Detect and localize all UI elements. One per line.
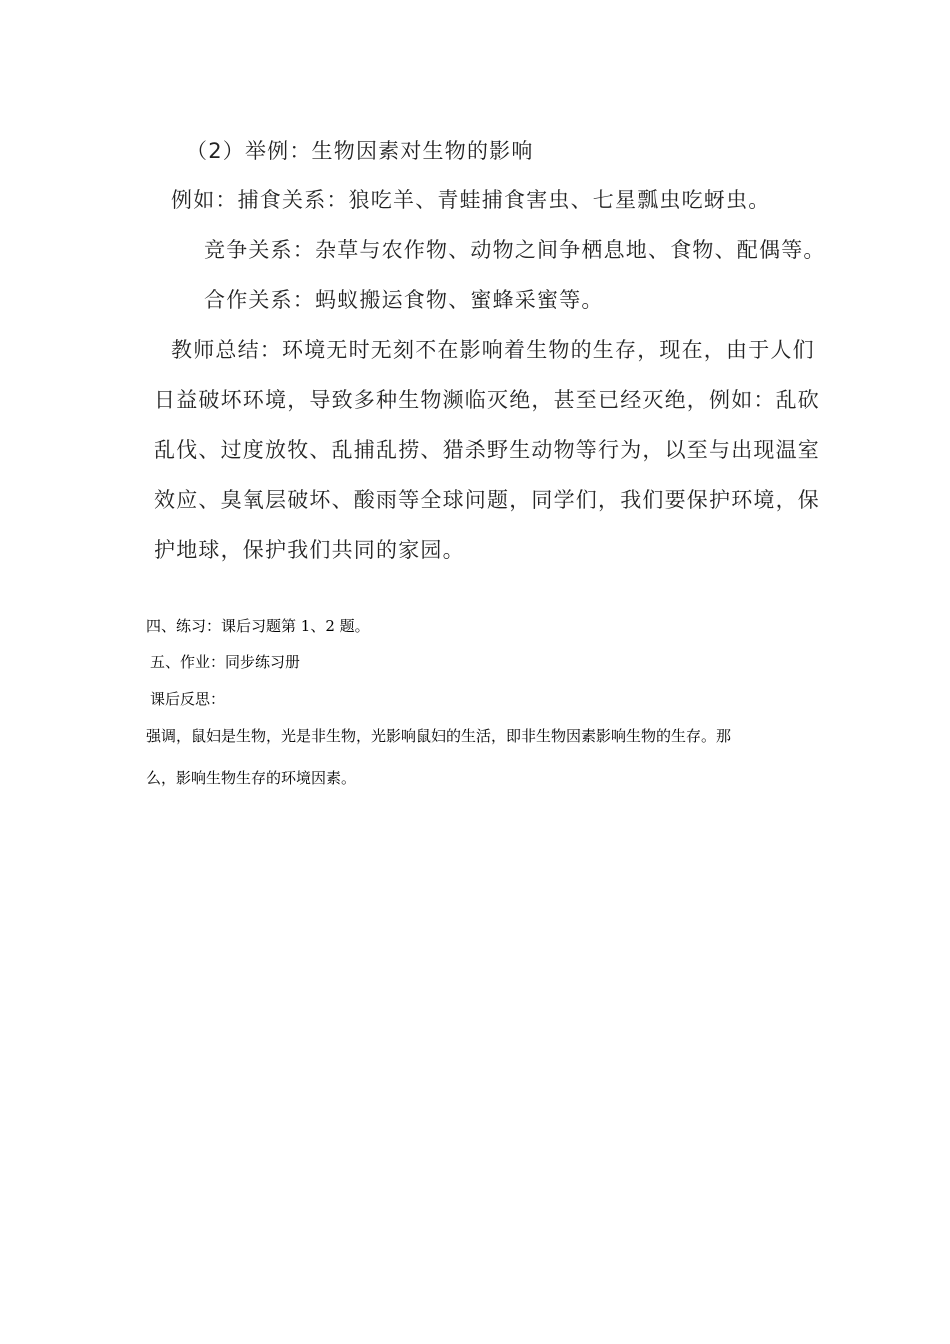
example-heading: （2）举例：生物因素对生物的影响	[186, 139, 534, 163]
summary-line-2: 日益破坏环境，导致多种生物濒临灭绝，甚至已经灭绝，例如：乱砍	[154, 388, 820, 412]
summary-line-1: 教师总结：环境无时无刻不在影响着生物的生存，现在，由于人们	[171, 338, 815, 362]
homework-line: 五、作业：同步练习册	[150, 653, 301, 671]
cooperation-line: 合作关系：蚂蚁搬运食物、蜜蜂采蜜等。	[204, 288, 604, 312]
reflection-heading: 课后反思：	[150, 690, 226, 708]
reflection-line-1: 强调，鼠妇是生物，光是非生物，光影响鼠妇的生活，即非生物因素影响生物的生存。那	[146, 727, 732, 745]
summary-line-3: 乱伐、过度放牧、乱捕乱捞、猎杀野生动物等行为，以至与出现温室	[154, 438, 820, 462]
predation-line: 例如：捕食关系：狼吃羊、青蛙捕食害虫、七星瓢虫吃蚜虫。	[171, 188, 771, 212]
summary-line-4: 效应、臭氧层破坏、酸雨等全球问题，同学们，我们要保护环境，保	[154, 488, 820, 512]
summary-line-5: 护地球，保护我们共同的家园。	[154, 538, 465, 562]
exercise-line: 四、练习：课后习题第 1、2 题。	[146, 617, 370, 635]
reflection-line-2: 么，影响生物生存的环境因素。	[146, 769, 357, 787]
competition-line: 竞争关系：杂草与农作物、动物之间争栖息地、食物、配偶等。	[204, 238, 826, 262]
